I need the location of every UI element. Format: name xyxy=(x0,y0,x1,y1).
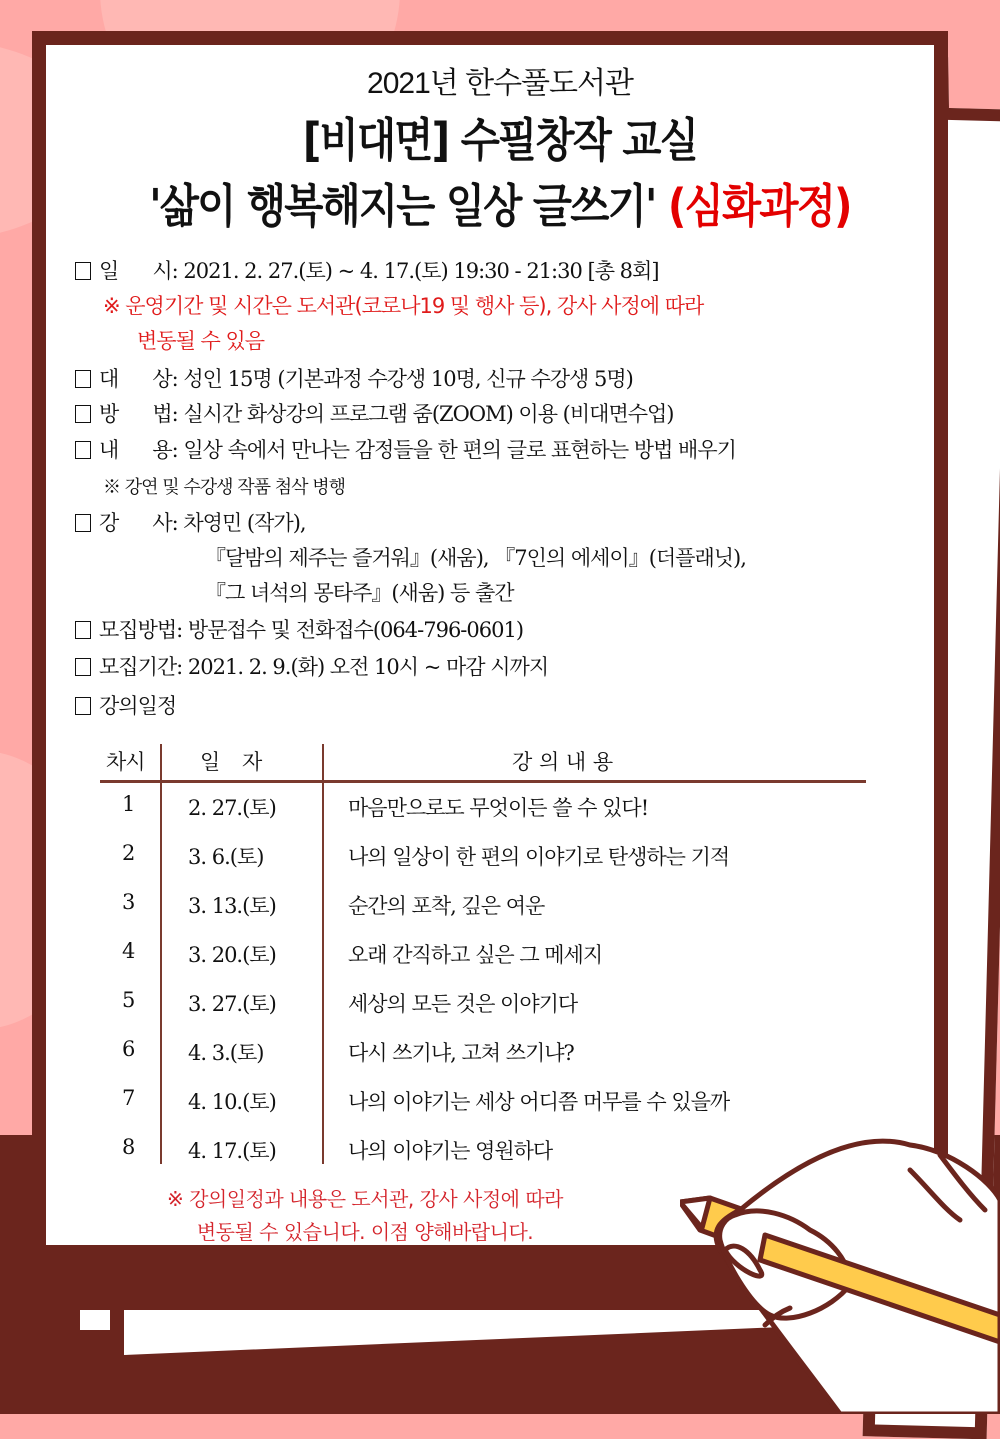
row-date: 2. 27.(토) xyxy=(188,796,276,820)
detail-method xyxy=(75,398,674,428)
footer-note-line-1: ※ 강의일정과 내용은 도서관, 강사 사정에 따라 xyxy=(166,1187,564,1211)
checkbox-icon xyxy=(75,658,91,676)
detail-value: 차영민 (작가), xyxy=(183,511,306,535)
checkbox-icon xyxy=(75,514,91,532)
row-date: 4. 3.(토) xyxy=(188,1041,264,1065)
title-line-1-text: [비대면] 수필창작 교실 xyxy=(302,113,698,167)
row-content: 나의 일상이 한 편의 이야기로 탄생하는 기적 xyxy=(348,845,730,869)
row-number: 2 xyxy=(122,841,135,865)
detail-value: 일상 속에서 만나는 감정들을 한 편의 글로 표현하는 방법 배우기 xyxy=(183,438,736,462)
row-number: 3 xyxy=(122,890,135,914)
row-content: 다시 쓰기냐, 고쳐 쓰기냐? xyxy=(348,1041,574,1065)
row-number: 6 xyxy=(122,1037,135,1061)
title-line-2 xyxy=(60,170,940,236)
row-number: 5 xyxy=(122,988,135,1012)
detail-label: 모집방법: xyxy=(99,618,183,642)
checkbox-icon xyxy=(75,370,91,388)
footer-note-line-2: 변동될 수 있습니다. 이점 양해바랍니다. xyxy=(196,1220,534,1244)
detail-label: 강 사: xyxy=(99,511,178,535)
detail-instructor xyxy=(75,507,306,537)
table-row xyxy=(100,841,866,890)
footer-note xyxy=(0,1183,730,1249)
row-number: 8 xyxy=(122,1135,135,1159)
row-content: 세상의 모든 것은 이야기다 xyxy=(348,992,578,1016)
row-content: 나의 이야기는 세상 어디쯤 머무를 수 있을까 xyxy=(348,1090,730,1114)
row-number: 7 xyxy=(122,1086,135,1110)
row-content: 마음만으로도 무엇이든 쓸 수 있다! xyxy=(348,796,649,820)
title-line-1 xyxy=(60,104,940,170)
schedule-note-cont: 변동될 수 있음 xyxy=(137,329,265,353)
schedule-note: ※ 운영기간 및 시간은 도서관(코로나19 및 행사 등), 강사 사정에 따라 xyxy=(103,294,704,318)
table-row xyxy=(100,890,866,939)
detail-value: 2021. 2. 27.(토) ~ 4. 17.(토) 19:30 - 21:30 [총 8회] xyxy=(183,259,659,283)
checkbox-icon xyxy=(75,262,91,280)
row-number: 4 xyxy=(122,939,135,963)
row-date: 3. 6.(토) xyxy=(188,845,264,869)
row-content: 나의 이야기는 영원하다 xyxy=(348,1139,553,1163)
detail-lecture-schedule xyxy=(75,690,176,720)
row-number: 1 xyxy=(122,792,135,816)
detail-label: 강의일정 xyxy=(99,694,177,718)
hand-pencil-illustration xyxy=(680,1110,1000,1414)
row-date: 3. 13.(토) xyxy=(188,894,276,918)
row-date: 3. 20.(토) xyxy=(188,943,276,967)
detail-label: 내 용: xyxy=(99,438,178,462)
row-date: 3. 27.(토) xyxy=(188,992,276,1016)
checkbox-icon xyxy=(75,621,91,639)
detail-content xyxy=(75,434,736,464)
table-header xyxy=(100,740,866,780)
detail-target xyxy=(75,363,633,393)
paper-strip xyxy=(80,1310,110,1330)
checkbox-icon xyxy=(75,441,91,459)
organizer-title: 2021년 한수풀도서관 xyxy=(367,67,633,100)
checkbox-icon xyxy=(75,405,91,423)
header-content: 강 의 내 용 xyxy=(512,750,613,774)
row-content: 순간의 포착, 깊은 여운 xyxy=(348,894,545,918)
header-date: 일 자 xyxy=(200,750,262,774)
header-divider xyxy=(100,780,866,783)
table-row xyxy=(100,988,866,1037)
detail-label: 대 상: xyxy=(99,367,178,391)
instructor-books-2: 『그 녀석의 몽타주』(새움) 등 출간 xyxy=(205,581,514,605)
detail-recruit-period xyxy=(75,651,548,681)
detail-label: 모집기간: xyxy=(99,655,183,679)
header-session: 차시 xyxy=(106,750,145,774)
detail-value: 성인 15명 (기본과정 수강생 10명, 신규 수강생 5명) xyxy=(183,367,633,391)
detail-label: 일 시: xyxy=(99,259,178,283)
row-date: 4. 17.(토) xyxy=(188,1139,276,1163)
row-date: 4. 10.(토) xyxy=(188,1090,276,1114)
instructor-books-1: 『달밤의 제주는 즐거워』(새움), 『7인의 에세이』(더플래닛), xyxy=(205,546,746,570)
table-row xyxy=(100,1037,866,1086)
detail-value: 2021. 2. 9.(화) 오전 10시 ~ 마감 시까지 xyxy=(187,655,549,679)
detail-schedule xyxy=(75,255,659,285)
detail-label: 방 법: xyxy=(99,402,178,426)
content-note: ※ 강연 및 수강생 작품 첨삭 병행 xyxy=(103,477,345,498)
checkbox-icon xyxy=(75,697,91,715)
detail-recruit-method xyxy=(75,614,523,644)
advanced-course-badge: (심화과정) xyxy=(667,179,851,233)
detail-value: 실시간 화상강의 프로그램 줌(ZOOM) 이용 (비대면수업) xyxy=(183,402,674,426)
detail-value: 방문접수 및 전화접수(064-796-0601) xyxy=(187,618,524,642)
table-row xyxy=(100,939,866,988)
table-row xyxy=(100,792,866,841)
row-content: 오래 간직하고 싶은 그 메세지 xyxy=(348,943,603,967)
title-line-2-text: '삶이 행복해지는 일상 글쓰기' xyxy=(149,179,656,233)
